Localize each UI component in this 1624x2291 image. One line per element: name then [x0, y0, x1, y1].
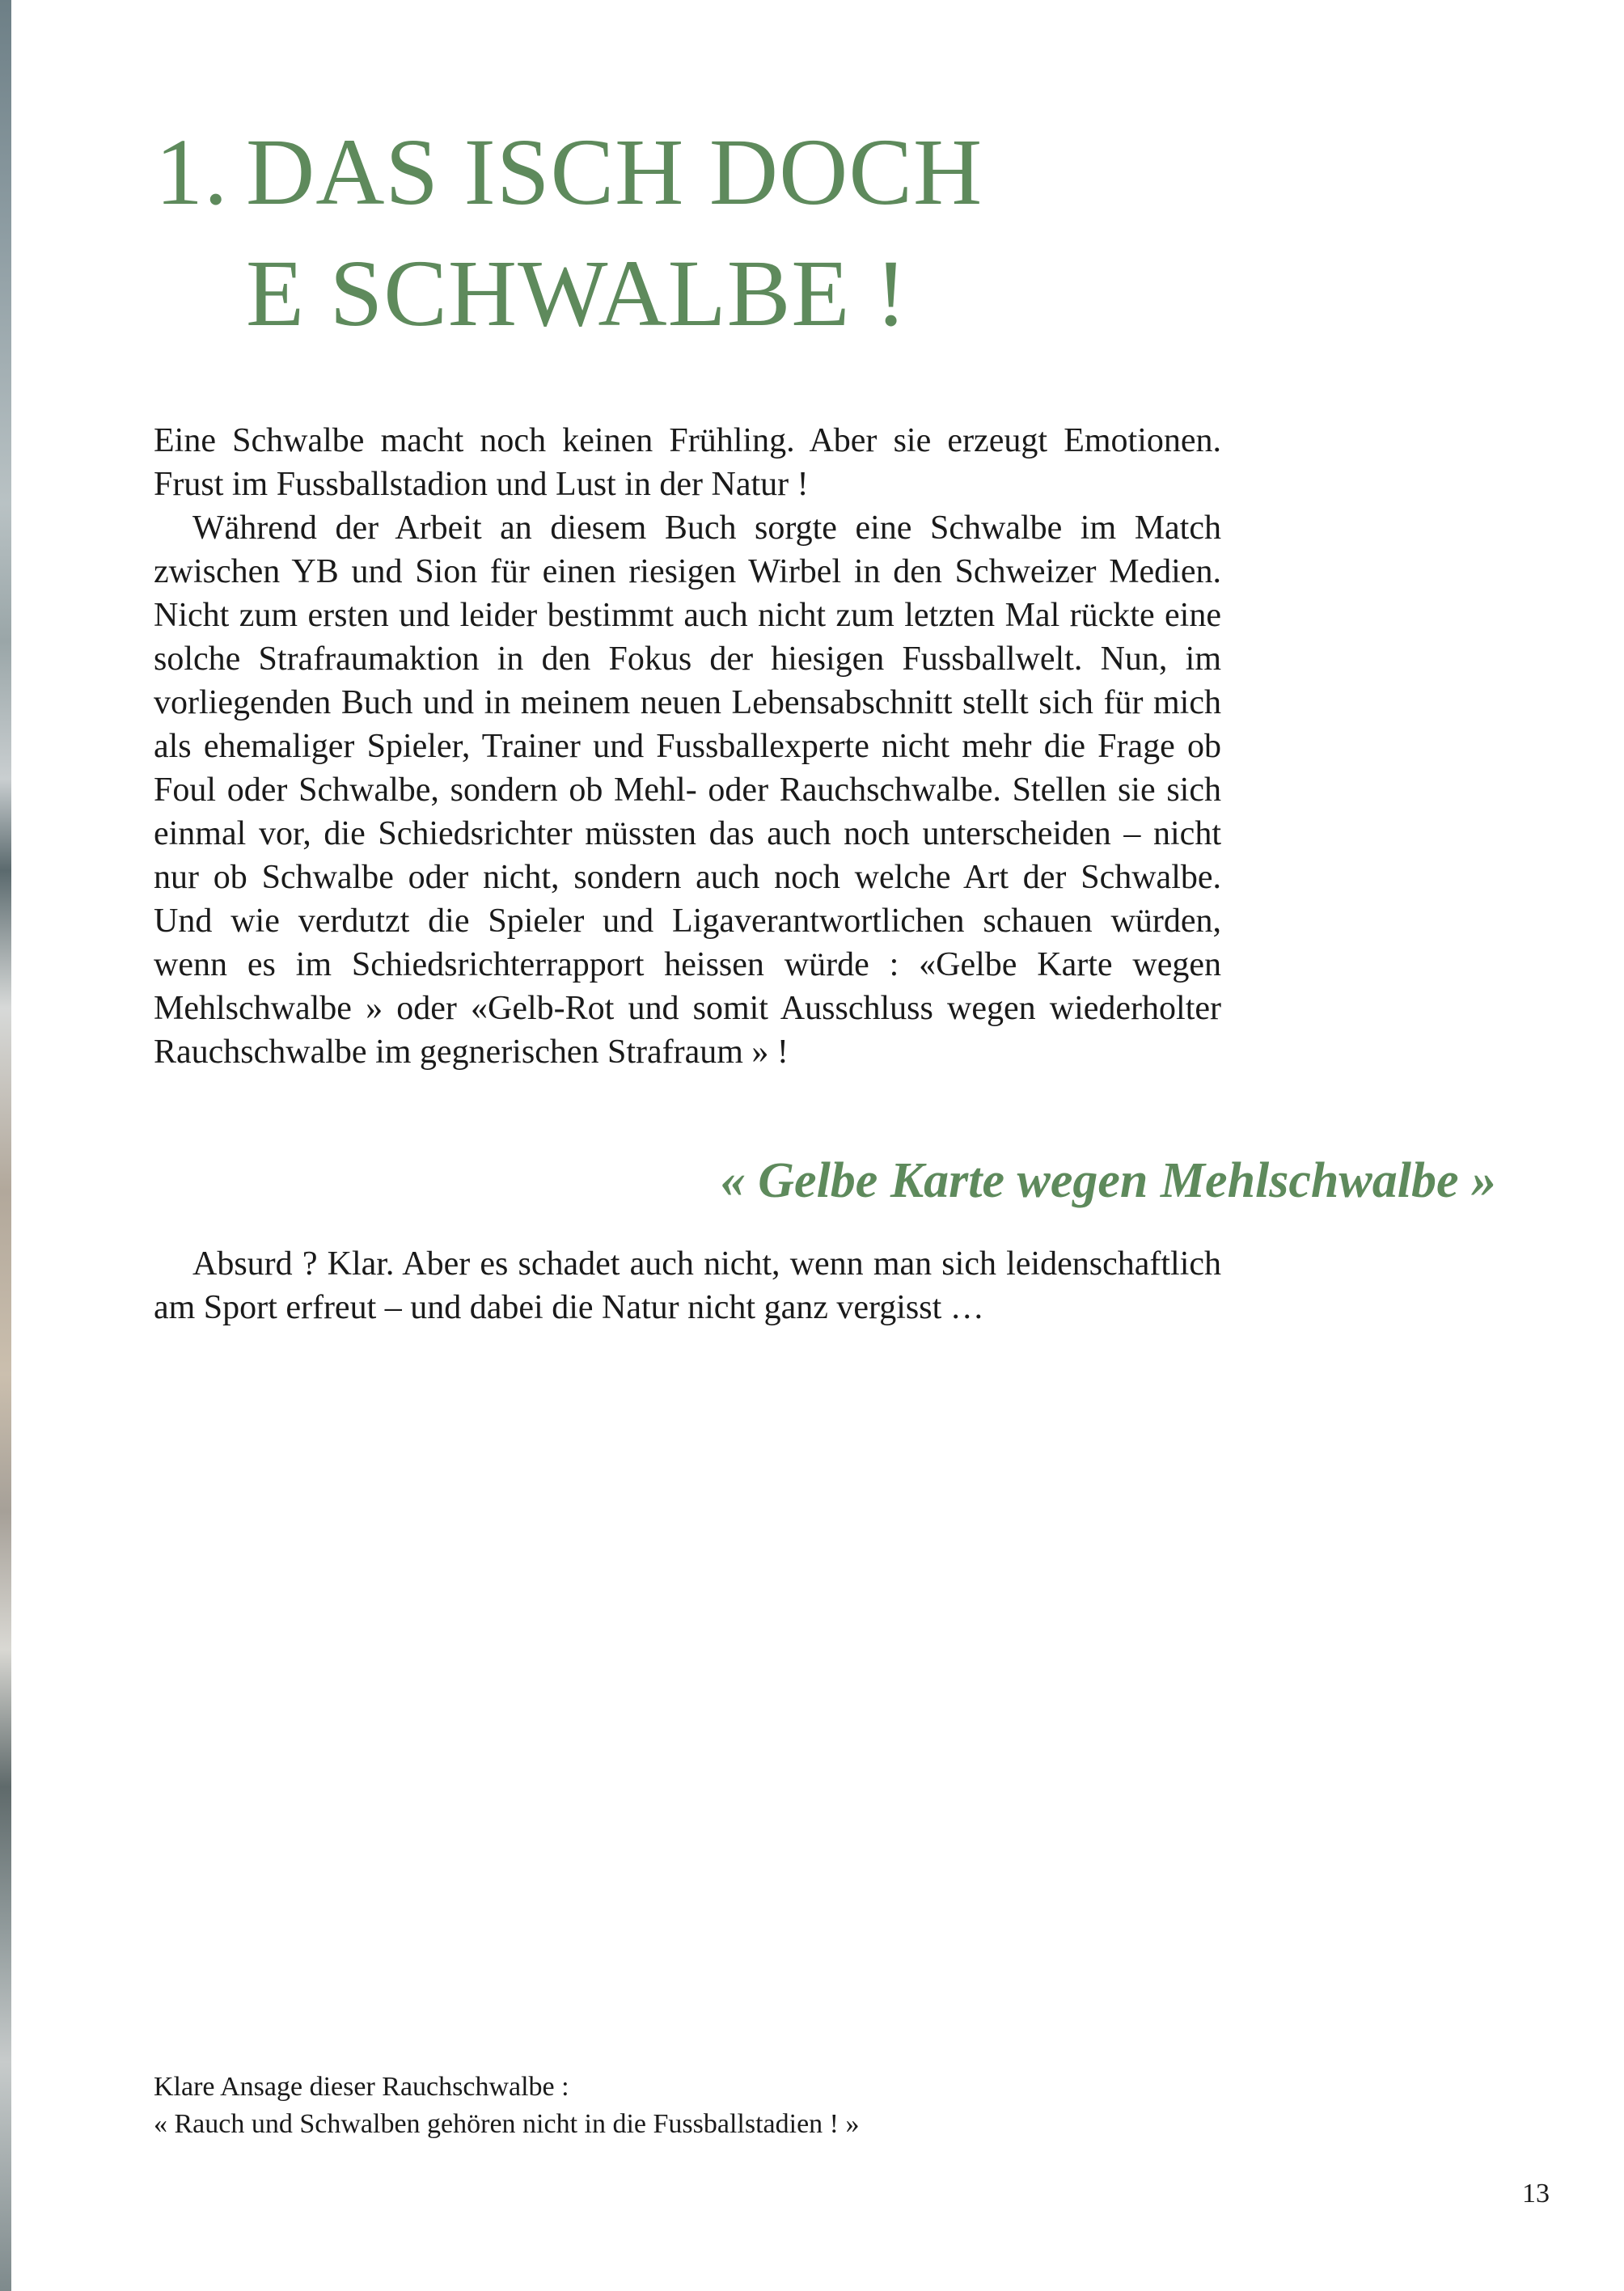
paragraph-closing: Absurd ? Klar. Aber es schadet auch nicht, wenn man sich leidenschaftlich am Sport erfreut – und dabei die Natur nicht ganz vergisst …	[154, 1245, 1221, 1326]
chapter-title	[155, 112, 983, 354]
body-text-closing	[154, 1242, 1221, 1329]
body-text	[154, 419, 1221, 1074]
chapter-title-line1: DAS ISCH DOCH	[246, 119, 983, 225]
facing-page-photo-edge	[0, 0, 11, 2291]
caption-line2: « Rauch und Schwalben gehören nicht in die Fussballstadien ! »	[154, 2109, 860, 2139]
page-number: 13	[1522, 2179, 1550, 2209]
pull-quote: « Gelbe Karte wegen Mehlschwalbe »	[720, 1153, 1496, 1208]
caption-line1: Klare Ansage dieser Rauchschwalbe :	[154, 2072, 569, 2102]
paragraph-intro: Eine Schwalbe macht noch keinen Frühling. Aber sie erzeugt Emotionen. Frust im Fussballstadion und Lust in der Natur !	[154, 422, 1221, 503]
photo-caption	[154, 2069, 860, 2143]
chapter-number: 1.	[155, 119, 229, 225]
paragraph-main: Während der Arbeit an diesem Buch sorgte eine Schwalbe im Match zwischen YB und Sion für einen riesigen Wirbel in den Schweizer Medien. Nicht zum ersten und leider bestimmt auch nicht zum letzten Mal rückte eine solche Strafraumaktion in den Fokus der hiesigen Fussballwelt. Nun, im vorliegenden Buch und in meinem neuen Lebensabschnitt stellt sich für mich als ehemaliger Spieler, Trainer und Fussballexperte nicht mehr die Frage ob Foul oder Schwalbe, sondern ob Mehl- oder Rauchschwalbe. Stellen sie sich einmal vor, die Schiedsrichter müssten das auch noch unterscheiden – nicht nur ob Schwalbe oder nicht, sondern auch noch welche Art der Schwalbe. Und wie verdutzt die Spieler und Ligaverantwortlichen schauen würden, wenn es im Schiedsrichterrapport heissen würde : «Gelbe Karte wegen Mehlschwalbe » oder «Gelb-Rot und somit Ausschluss wegen wiederholter Rauchschwalbe im gegnerischen Strafraum » !	[154, 509, 1221, 1071]
chapter-title-line2: E SCHWALBE !	[246, 240, 908, 346]
